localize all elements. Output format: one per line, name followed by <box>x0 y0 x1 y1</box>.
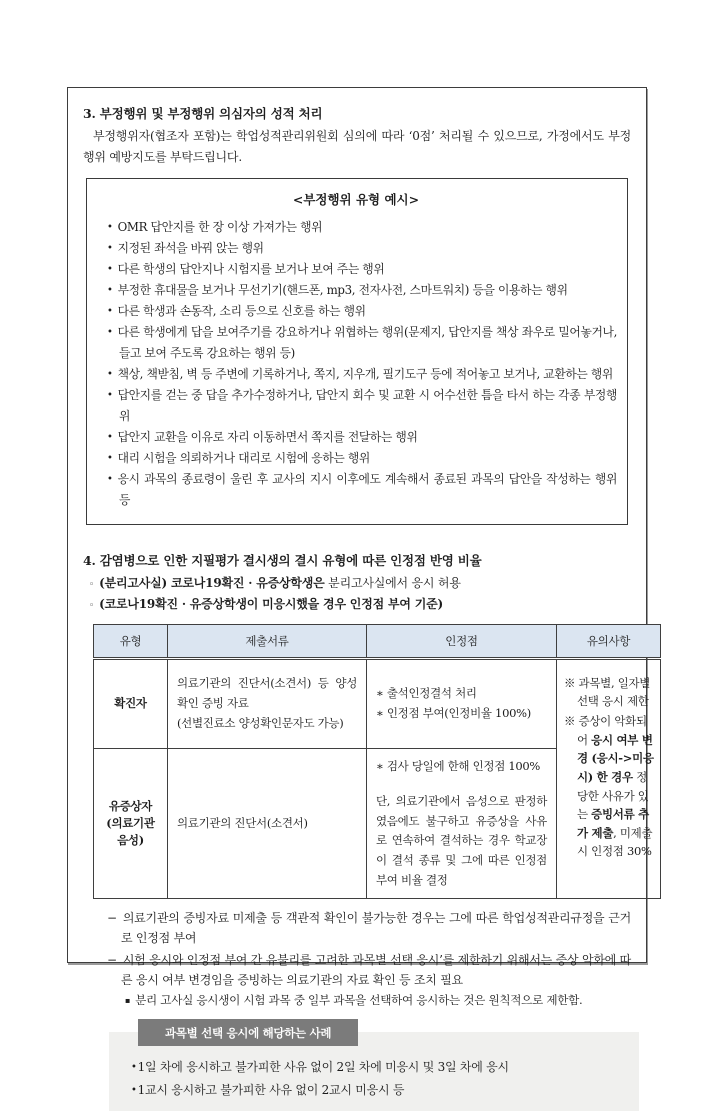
case-box-tab: 과목별 선택 응시에 해당하는 사례 <box>138 1019 358 1046</box>
cell-caution: ※ 과목별, 일자별 선택 응시 제한 ※ 증상이 악화되어 응시 여부 변경 (응시->미응시) 한 경우 정당한 사유가 있는 증빙서류 추가 제출, 미제출 시 인정점 30% <box>557 658 661 898</box>
misconduct-item: • 응시 과목의 종료령이 울린 후 교사의 지시 이후에도 계속해서 종료된 과목의 답안을 작성하는 행위 등 <box>107 471 617 507</box>
note-subitem: ▪ 분리 고사실 응시생이 시험 과목 중 일부 과목을 선택하여 응시하는 것은 원칙적으로 제한함. <box>125 992 583 1007</box>
misconduct-item: • 답안지를 걷는 중 답을 추가수정하거나, 답안지 회수 및 교환 시 어수선한 틈을 타서 하는 각종 부정행위 <box>107 387 617 423</box>
bullet-icon: • <box>107 389 113 401</box>
misconduct-item: • 다른 학생에게 답을 보여주기를 강요하거나 위협하는 행위(문제지, 답안지를 책상 좌우로 밀어놓거나, 들고 보여 주도록 강요하는 행위 등) <box>107 324 617 360</box>
table-header-row <box>94 624 661 658</box>
bullet-icon: • <box>107 284 113 296</box>
misconduct-item: • OMR 답안지를 한 장 이상 가져가는 행위 <box>107 220 323 234</box>
case-example-section <box>109 1026 639 1111</box>
section4-subline-1: ◦ (분리고사실) 코로나19확진 · 유증상학생은 분리고사실에서 응시 허용 <box>89 575 461 590</box>
circle-bullet-icon: ◦ <box>89 600 95 611</box>
misconduct-item: • 다른 학생의 답안지나 시험지를 보거나 보여 주는 행위 <box>107 261 385 276</box>
misconduct-item: • 대리 시험을 의뢰하거나 대리로 시험에 응하는 행위 <box>107 450 370 465</box>
cell-points-symptomatic: ∗ 검사 당일에 한해 인정점 100% 단, 의료기관에서 음성으로 판정하였음에도 불구하고 유증상을 사유로 연속하여 결석하는 경우 학교장이 결석 종류 및 그에 따른 인정점 부여 비율 결정 <box>367 748 557 898</box>
misconduct-item: • 지정된 좌석을 바꿔 앉는 행위 <box>107 240 264 255</box>
bullet-icon: • <box>107 222 113 233</box>
bullet-icon: • <box>107 473 113 485</box>
cell-type-symptomatic: 유증상자 (의료기관 음성) <box>94 748 168 898</box>
circle-bullet-icon: ◦ <box>89 579 95 590</box>
header-caution: 유의사항 <box>557 624 661 658</box>
bullet-icon: • <box>131 1062 137 1074</box>
misconduct-item: • 책상, 책받침, 벽 등 주변에 기록하거나, 쪽지, 지우개, 필기도구 등에 적어놓고 보거나, 교환하는 행위 <box>107 366 613 381</box>
dash-icon: − <box>107 952 117 967</box>
misconduct-examples-box <box>86 178 628 525</box>
section3-body: 부정행위자(협조자 포함)는 학업성적관리위원회 심의에 따라 ‘0점’ 처리될 수 있으므로, 가정에서도 부정행위 예방지도를 부탁드립니다. <box>83 129 631 164</box>
misconduct-item: • 부정한 휴대물을 보거나 무선기기(핸드폰, mp3, 전자사전, 스마트워치) 등을 이용하는 행위 <box>107 282 568 297</box>
case-item: •1일 차에 응시하고 불가피한 사유 없이 2일 차에 미응시 및 3일 차에 응시 <box>131 1060 509 1075</box>
section3-heading: 3. 부정행위 및 부정행위 의심자의 성적 처리 <box>83 106 323 121</box>
bullet-icon: • <box>107 431 113 443</box>
header-points: 인정점 <box>367 624 557 658</box>
document-page-border <box>67 87 654 1097</box>
misconduct-item: • 다른 학생과 손동작, 소리 등으로 신호를 하는 행위 <box>107 303 366 318</box>
cell-type-confirmed: 확진자 <box>94 658 168 748</box>
dash-icon: − <box>107 911 117 926</box>
misconduct-item: • 답안지 교환을 이유로 자리 이동하면서 쪽지를 전달하는 행위 <box>107 429 418 444</box>
square-bullet-icon: ▪ <box>125 995 131 1005</box>
bullet-icon: • <box>107 368 113 380</box>
misconduct-box-title: <부정행위 유형 예시> <box>292 192 420 207</box>
bullet-icon: • <box>107 326 113 338</box>
note-item: − 의료기관의 증빙자료 미제출 등 객관적 확인이 불가능한 경우는 그에 따른 학업성적관리규정을 근거로 인정점 부여 <box>107 911 631 946</box>
header-type: 유형 <box>94 624 168 658</box>
case-item: •1교시 응시하고 불가피한 사유 없이 2교시 미응시 등 <box>131 1082 405 1097</box>
cell-points-confirmed: ∗ 출석인정결석 처리 ∗ 인정점 부여(인정비율 100%) <box>367 658 557 748</box>
bullet-icon: • <box>107 305 113 317</box>
bullet-icon: • <box>107 242 113 254</box>
section4-heading: 4. 감염병으로 인한 지필평가 결시생의 결시 유형에 따른 인정점 반영 비율 <box>83 552 482 568</box>
cell-documents-symptomatic: 의료기관의 진단서(소견서) <box>168 748 367 898</box>
bullet-icon: • <box>107 452 113 464</box>
note-item: − 시험 응시와 인정점 부여 간 유불리를 고려한 과목별 선택 응시’를 제한하기 위해서는 증상 악화에 따른 응시 여부 변경임을 증빙하는 의료기관의 자료 확인 등 조치 필요 <box>107 952 631 988</box>
header-documents: 제출서류 <box>168 624 367 658</box>
bullet-icon: • <box>131 1084 137 1096</box>
bullet-icon: • <box>107 263 113 275</box>
section4-subline-2: ◦ (코로나19확진 · 유증상학생이 미응시했을 경우 인정점 부여 기준) <box>89 596 443 611</box>
notes-list <box>83 908 631 1010</box>
recognition-points-table <box>93 624 661 899</box>
table-row-confirmed-case <box>94 658 661 748</box>
cell-documents-confirmed: 의료기관의 진단서(소견서) 등 양성 확인 증빙 자료 (선별진료소 양성확인문자도 가능) <box>168 658 367 748</box>
